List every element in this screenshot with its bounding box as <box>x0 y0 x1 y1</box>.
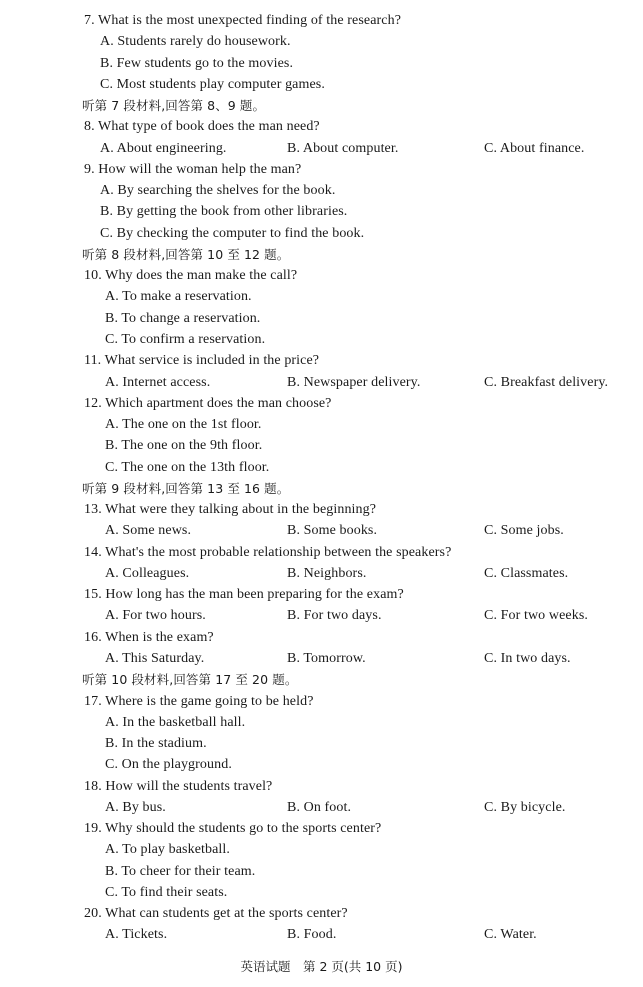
option-row <box>0 372 643 393</box>
option-line: A. By searching the shelves for the book. <box>100 183 336 199</box>
page-footer: 英语试题 第 2 页(共 10 页) <box>240 959 403 974</box>
option-row <box>0 605 643 626</box>
section-heading: 听第 10 段材料,回答第 17 至 20 题。 <box>82 672 298 688</box>
section-heading: 听第 7 段材料,回答第 8、9 题。 <box>82 98 266 114</box>
option-choice: C. In two days. <box>484 650 571 666</box>
option-row <box>0 520 643 541</box>
question-text: 16. When is the exam? <box>84 629 214 645</box>
option-choice: A. This Saturday. <box>105 650 205 666</box>
option-line: B. By getting the book from other libraries. <box>100 204 348 220</box>
question-text: 8. What type of book does the man need? <box>84 119 320 135</box>
question-text: 19. Why should the students go to the sports center? <box>84 821 382 837</box>
question-text: 7. What is the most unexpected finding of the research? <box>84 13 402 28</box>
option-line: A. In the basketball hall. <box>105 714 246 730</box>
question-text: 14. What's the most probable relationship between the speakers? <box>84 544 452 560</box>
option-line: B. To cheer for their team. <box>105 863 256 879</box>
option-line: C. Most students play computer games. <box>100 76 325 92</box>
question-text: 13. What were they talking about in the beginning? <box>84 502 377 518</box>
question-text: 12. Which apartment does the man choose? <box>84 395 332 411</box>
option-line: A. The one on the 1st floor. <box>105 417 262 433</box>
option-line: A. Students rarely do housework. <box>100 34 291 50</box>
option-line: B. The one on the 9th floor. <box>105 438 263 454</box>
option-choice: B. Newspaper delivery. <box>287 374 421 390</box>
question-text: 10. Why does the man make the call? <box>84 268 298 284</box>
option-choice: A. Colleagues. <box>105 565 190 581</box>
option-choice: B. Food. <box>287 927 337 943</box>
option-choice: A. By bus. <box>105 799 166 815</box>
option-line: C. By checking the computer to find the book. <box>100 225 365 241</box>
question-text: 17. Where is the game going to be held? <box>84 693 314 709</box>
option-choice: A. About engineering. <box>100 140 227 156</box>
exam-page <box>0 10 643 946</box>
option-choice: C. For two weeks. <box>484 608 588 624</box>
option-choice: A. Internet access. <box>105 374 211 390</box>
option-choice: C. Water. <box>484 927 537 943</box>
option-choice: C. Classmates. <box>484 565 569 581</box>
option-line: C. The one on the 13th floor. <box>105 459 270 475</box>
option-choice: C. About finance. <box>484 140 585 156</box>
option-line: C. To confirm a reservation. <box>105 331 266 347</box>
option-line: A. To play basketball. <box>105 842 230 858</box>
option-choice: B. Neighbors. <box>287 565 367 581</box>
option-line: A. To make a reservation. <box>105 289 252 305</box>
section-heading: 听第 9 段材料,回答第 13 至 16 题。 <box>82 480 290 496</box>
option-line: B. In the stadium. <box>105 736 207 752</box>
option-choice: B. Tomorrow. <box>287 650 366 666</box>
question-text: 11. What service is included in the price? <box>84 353 320 369</box>
question-text: 15. How long has the man been preparing for the exam? <box>84 587 404 603</box>
question-text: 9. How will the woman help the man? <box>84 161 302 177</box>
option-choice: A. Some news. <box>105 523 192 539</box>
option-choice: C. Some jobs. <box>484 523 564 539</box>
option-row <box>0 648 643 669</box>
option-row <box>0 924 643 945</box>
option-row <box>0 563 643 584</box>
option-choice: C. Breakfast delivery. <box>484 374 609 390</box>
section-heading: 听第 8 段材料,回答第 10 至 12 题。 <box>82 246 290 262</box>
option-choice: A. For two hours. <box>105 608 206 624</box>
option-line: C. On the playground. <box>105 757 232 773</box>
question-text: 18. How will the students travel? <box>84 778 273 794</box>
option-line: B. To change a reservation. <box>105 310 261 326</box>
option-line: C. To find their seats. <box>105 884 228 900</box>
option-choice: B. Some books. <box>287 523 378 539</box>
option-choice: A. Tickets. <box>105 927 168 943</box>
question-text: 20. What can students get at the sports center? <box>84 906 348 922</box>
option-row <box>0 138 643 159</box>
option-choice: C. By bicycle. <box>484 799 566 815</box>
option-row <box>0 797 643 818</box>
option-choice: B. On foot. <box>287 799 352 815</box>
option-line: B. Few students go to the movies. <box>100 55 294 71</box>
option-choice: B. For two days. <box>287 608 382 624</box>
option-choice: B. About computer. <box>287 140 399 156</box>
